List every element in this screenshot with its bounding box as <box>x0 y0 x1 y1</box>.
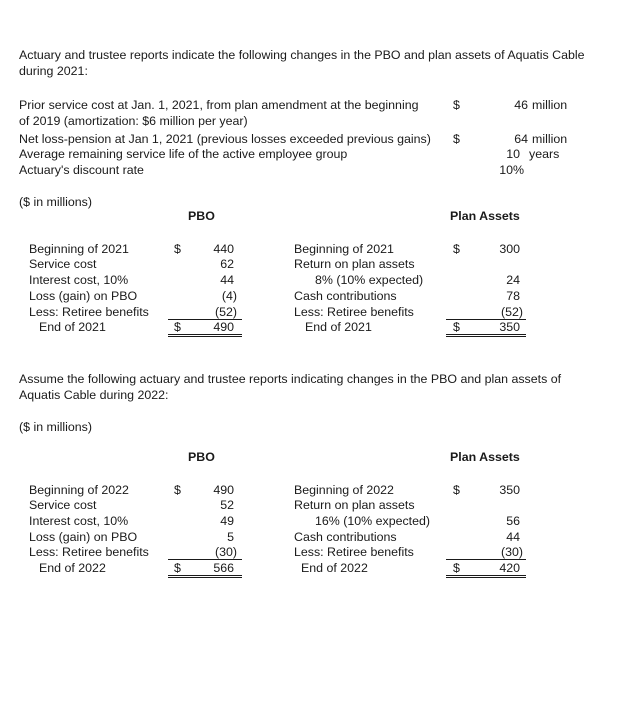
life-value: 10 <box>506 147 520 161</box>
assets-value: 24 <box>506 273 520 287</box>
assets-value: 44 <box>506 530 520 544</box>
pbo-label: Less: Retiree benefits <box>29 305 149 319</box>
assets-label: Beginning of 2021 <box>294 242 394 256</box>
loss-dollar: $ <box>453 132 460 146</box>
assets-label: End of 2022 <box>301 561 368 575</box>
pbo-subtotal-rule <box>168 305 242 320</box>
assets-total-rule <box>446 320 526 337</box>
intro-paragraph: Actuary and trustee reports indicate the following changes in the PBO and plan assets of Aquatis Cable during 2021: <box>19 48 585 78</box>
assets-value: 300 <box>499 242 520 256</box>
psc-label-line1: Prior service cost at Jan. 1, 2021, from plan amendment at the beginning <box>19 98 419 112</box>
assets-value: 56 <box>506 514 520 528</box>
psc-unit: million <box>532 98 568 112</box>
pbo-subtotal-rule <box>168 545 242 560</box>
pbo-label: Service cost <box>29 498 97 512</box>
assets-total: 420 <box>499 561 520 575</box>
psc-dollar: $ <box>453 98 460 112</box>
assets-total-dollar: $ <box>453 320 460 334</box>
pbo-value: 5 <box>227 530 234 544</box>
assets-label: Less: Retiree benefits <box>294 305 414 319</box>
plan-assets-header-2022: Plan Assets <box>450 450 520 464</box>
units-note-2022: ($ in millions) <box>19 420 92 434</box>
pbo-value: 440 <box>213 242 234 256</box>
pbo-label: Loss (gain) on PBO <box>29 289 138 303</box>
assets-label: Return on plan assets <box>294 498 415 512</box>
pbo-total: 566 <box>213 561 234 575</box>
pbo-value: 52 <box>220 498 234 512</box>
pbo-total-rule <box>168 320 242 337</box>
pbo-value: 49 <box>220 514 234 528</box>
assets-value: (30) <box>500 545 523 559</box>
loss-value: 64 <box>514 132 528 146</box>
units-note-2021: ($ in millions) <box>19 195 92 209</box>
pbo-label: Interest cost, 10% <box>29 514 129 528</box>
pbo-value: (52) <box>214 305 237 319</box>
pbo-label: Loss (gain) on PBO <box>29 530 138 544</box>
psc-value: 46 <box>514 98 528 112</box>
pbo-label: Beginning of 2021 <box>29 242 129 256</box>
assets-label: Cash contributions <box>294 289 397 303</box>
plan-assets-header-2021: Plan Assets <box>450 209 520 223</box>
pbo-total-dollar: $ <box>174 561 181 575</box>
assets-label: Cash contributions <box>294 530 397 544</box>
pbo-header-2022: PBO <box>188 450 215 464</box>
pbo-value: (4) <box>221 289 237 303</box>
pbo-value: 44 <box>220 273 234 287</box>
rate-value: 10% <box>499 163 524 177</box>
pbo-label: Interest cost, 10% <box>29 273 129 287</box>
psc-label-line2: of 2019 (amortization: $6 million per year) <box>19 114 248 128</box>
assets-dollar: $ <box>453 483 460 497</box>
pbo-header-2021: PBO <box>188 209 215 223</box>
assets-label: Less: Retiree benefits <box>294 545 414 559</box>
assets-subtotal-rule <box>446 545 526 560</box>
pbo-dollar: $ <box>174 483 181 497</box>
pbo-label: Beginning of 2022 <box>29 483 129 497</box>
assets-value: (52) <box>500 305 523 319</box>
assets-value: 78 <box>506 289 520 303</box>
pbo-label: End of 2022 <box>39 561 106 575</box>
pbo-label: Less: Retiree benefits <box>29 545 149 559</box>
assets-dollar: $ <box>453 242 460 256</box>
assets-total: 350 <box>499 320 520 334</box>
assets-label: 16% (10% expected) <box>315 514 431 528</box>
intro-paragraph-2022: Assume the following actuary and trustee reports indicating changes in the PBO and plan assets of Aquatis Cable during 2022: <box>19 372 562 402</box>
pbo-total-dollar: $ <box>174 320 181 334</box>
assets-value: 350 <box>499 483 520 497</box>
pbo-total: 490 <box>213 320 234 334</box>
assets-total-rule <box>446 561 526 578</box>
pbo-total-rule <box>168 561 242 578</box>
assets-label: Beginning of 2022 <box>294 483 394 497</box>
assets-label: Return on plan assets <box>294 257 415 271</box>
pbo-value: (30) <box>214 545 237 559</box>
loss-label: Net loss-pension at Jan 1, 2021 (previous losses exceeded previous gains) <box>19 132 431 146</box>
assets-label: 8% (10% expected) <box>315 273 424 287</box>
assets-label: End of 2021 <box>305 320 372 334</box>
pbo-value: 490 <box>213 483 234 497</box>
pbo-label: End of 2021 <box>39 320 106 334</box>
assets-total-dollar: $ <box>453 561 460 575</box>
assets-subtotal-rule <box>446 305 526 320</box>
pbo-label: Service cost <box>29 257 97 271</box>
rate-label: Actuary's discount rate <box>19 163 144 177</box>
loss-unit: million <box>532 132 568 146</box>
life-label: Average remaining service life of the active employee group <box>19 147 348 161</box>
pbo-value: 62 <box>220 257 234 271</box>
life-unit: years <box>529 147 560 161</box>
pbo-dollar: $ <box>174 242 181 256</box>
